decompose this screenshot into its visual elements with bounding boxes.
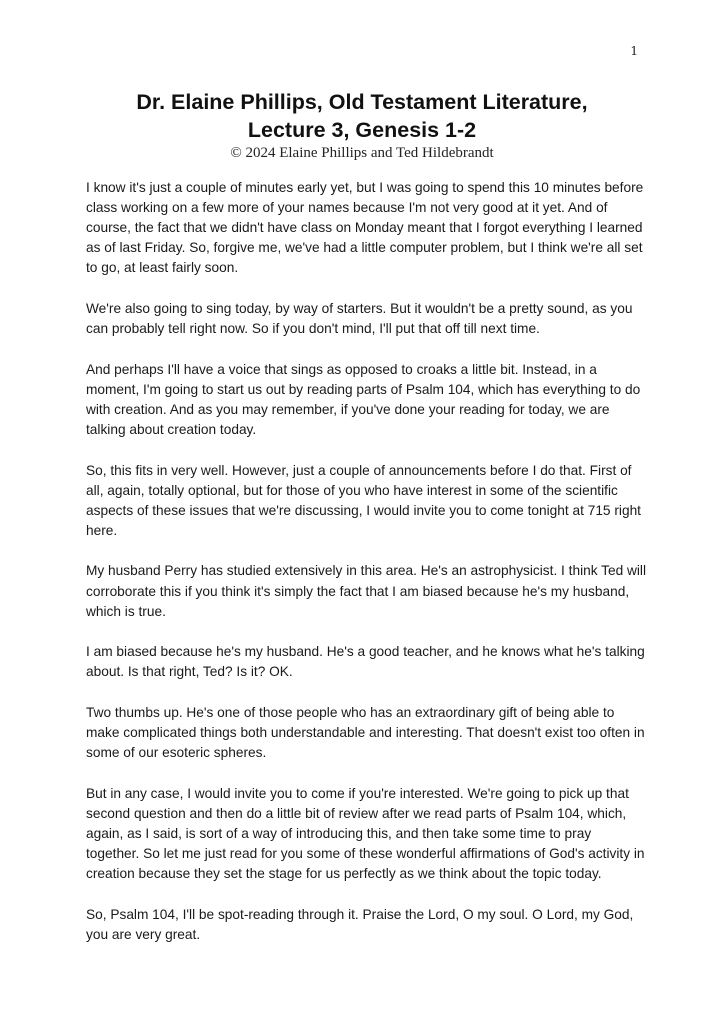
paragraph: Two thumbs up. He's one of those people who has an extraordinary gift of being able to make complicated things both understandable and interesting. That doesn't exist too often in some of our esoteric spheres. [86,704,645,761]
document-title-line-2: Lecture 3, Genesis 1-2 [247,118,477,142]
copyright-notice: © 2024 Elaine Phillips and Ted Hildebrandt [230,145,494,161]
paragraph: We're also going to sing today, by way of starters. But it wouldn't be a pretty sound, as you can probably tell right now. So if you don't mind, I'll put that off till next time. [86,300,633,337]
paragraph: And perhaps I'll have a voice that sings as opposed to croaks a little bit. Instead, in a moment, I'm going to start us out by reading parts of Psalm 104, which has everything to do with creation. And as you may remember, if you've done your reading for today, we are talking about creation today. [86,361,641,437]
paragraph: So, Psalm 104, I'll be spot-reading through it. Praise the Lord, O my soul. O Lord, my God, you are very great. [86,906,634,942]
paragraph: I am biased because he's my husband. He's a good teacher, and he knows what he's talking about. Is that right, Ted? Is it? OK. [86,644,645,680]
paragraph: My husband Perry has studied extensively in this area. He's an astrophysicist. I think Ted will corroborate this if you think it's simply the fact that I am biased because he's my husband, which is true. [86,563,647,619]
document-title-line-1: Dr. Elaine Phillips, Old Testament Literature, [136,90,588,114]
document-header [0,88,724,162]
transcript-body [86,178,646,965]
paragraph: I know it's just a couple of minutes early yet, but I was going to spend this 10 minutes before class working on a few more of your names because I'm not very good at it yet. And of course, the fact that we didn't have class on Monday meant that I forgot everything I learned as of last Friday. So, forgive me, we've had a little computer problem, but I think we're all set to go, at least fairly soon. [86,180,644,276]
paragraph: But in any case, I would invite you to come if you're interested. We're going to pick up that second question and then do a little bit of review after we read parts of Psalm 104, which, again, as I said, is sort of a way of introducing this, and then take some time to pray together. So let me just read for you some of these wonderful affirmations of God's activity in creation because they set the stage for us perfectly as we think about the topic today. [86,785,645,882]
paragraph: So, this fits in very well. However, just a couple of announcements before I do that. First of all, again, totally optional, but for those of you who have interest in some of the scientific aspects of these issues that we're discussing, I would invite you to come tonight at 715 right here. [86,462,641,538]
page-number: 1 [630,44,638,58]
